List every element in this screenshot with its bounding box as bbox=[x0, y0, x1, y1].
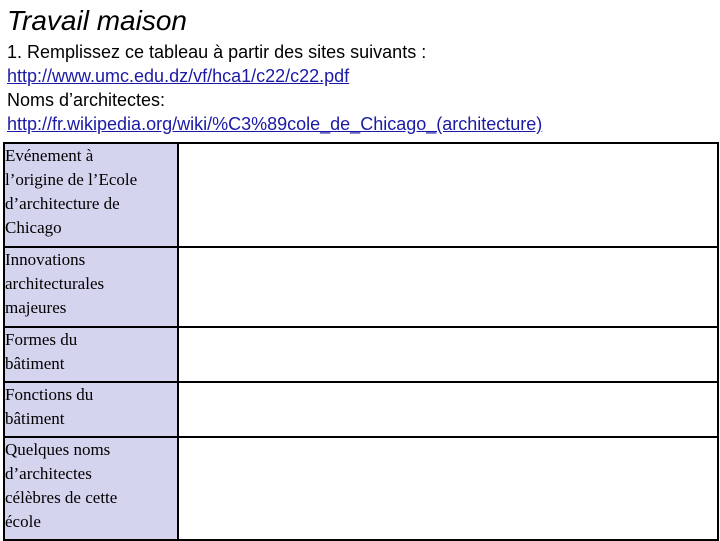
table-row bbox=[4, 327, 718, 382]
table-row bbox=[4, 247, 718, 327]
source-link-umc[interactable]: http://www.umc.edu.dz/vf/hca1/c22/c22.pdf bbox=[7, 66, 350, 86]
answer-cell-architectes[interactable] bbox=[178, 437, 718, 540]
row-label-fonctions: Fonctions du bâtiment bbox=[4, 382, 178, 437]
table-row bbox=[4, 382, 718, 437]
row-label-evenement: Evénement à l’origine de l’Ecole d’architecture de Chicago bbox=[4, 143, 178, 247]
row-label-architectes: Quelques noms d’architectes célèbres de cette école bbox=[4, 437, 178, 540]
instructions bbox=[7, 40, 717, 136]
worksheet-table bbox=[3, 142, 719, 541]
page-title: Travail maison bbox=[7, 5, 187, 36]
answer-cell-innovations[interactable] bbox=[178, 247, 718, 327]
source-link-wikipedia[interactable]: http://fr.wikipedia.org/wiki/%C3%89cole_de_Chicago_(architecture) bbox=[7, 114, 543, 134]
architect-names-label: Noms d’architectes: bbox=[7, 90, 166, 110]
row-label-innovations: Innovations architecturales majeures bbox=[4, 247, 178, 327]
answer-cell-evenement[interactable] bbox=[178, 143, 718, 247]
answer-cell-formes[interactable] bbox=[178, 327, 718, 382]
row-label-formes: Formes du bâtiment bbox=[4, 327, 178, 382]
table-row bbox=[4, 437, 718, 540]
answer-cell-fonctions[interactable] bbox=[178, 382, 718, 437]
instruction-text: 1. Remplissez ce tableau à partir des sites suivants : bbox=[7, 42, 427, 62]
table-row bbox=[4, 143, 718, 247]
